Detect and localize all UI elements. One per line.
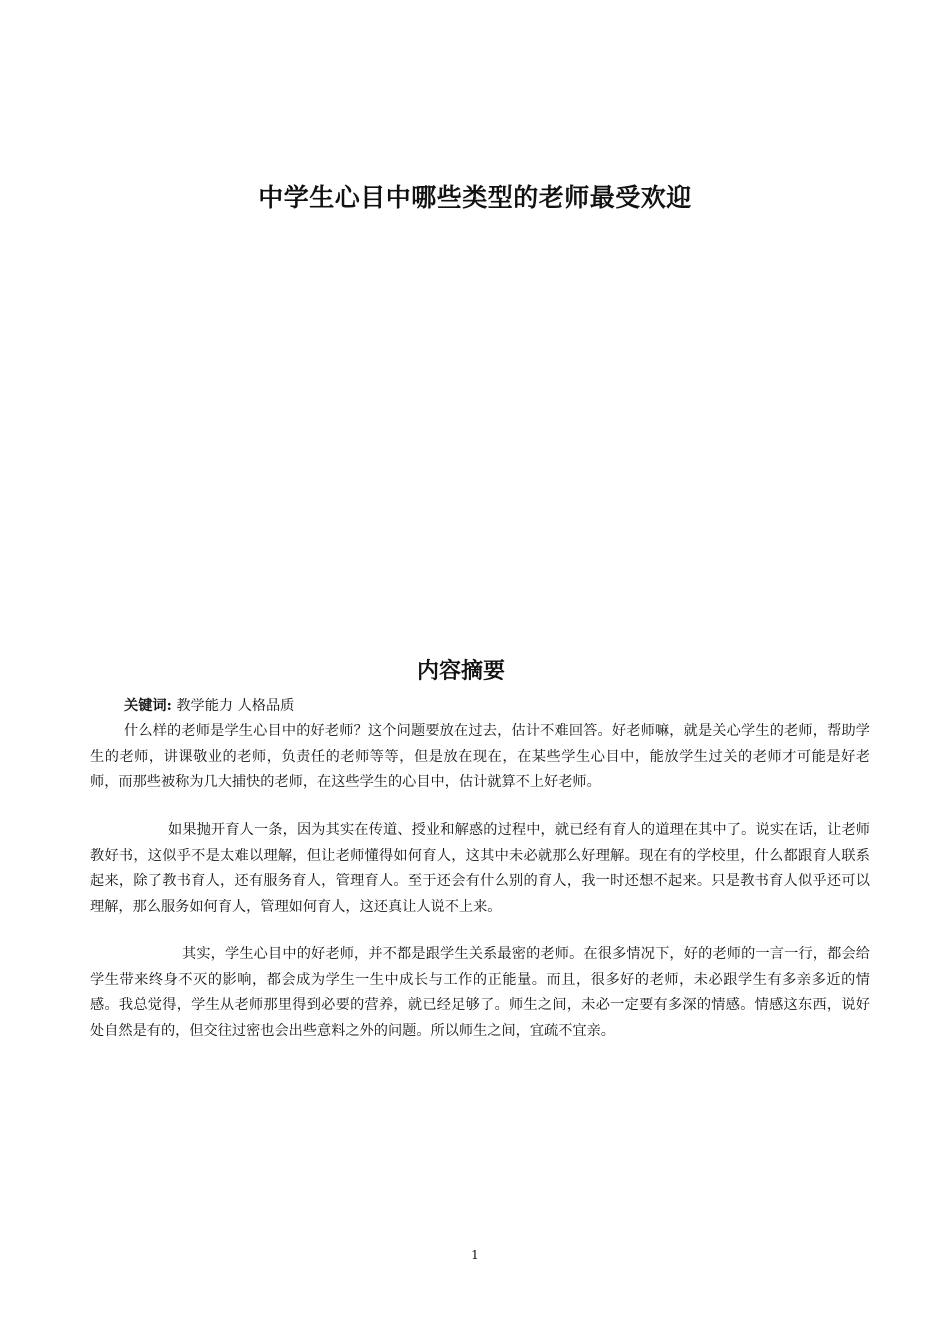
keywords-value: 教学能力 人格品质 — [171, 698, 295, 714]
keywords-line — [90, 694, 904, 720]
abstract-paragraph-2: 如果抛开育人一条，因为其实在传道、授业和解惑的过程中，就已经有育人的道理在其中了。说实在话，让老师教好书，这似乎不是太难以理解，但让老师懂得如何育人，这其中未必就那么好理解。现在有的学校里，什么都跟育人联系起来，除了教书育人，还有服务育人，管理育人。至于还会有什么别的育人，我一时还想不起来。只是教书育人似乎还可以理解，那么服务如何育人，管理如何育人，这还真让人说不上来。 — [90, 822, 870, 915]
keywords-label: 关键词: — [124, 698, 172, 714]
abstract-paragraph-1: 什么样的老师是学生心目中的好老师？这个问题要放在过去，估计不难回答。好老师嘛，就是关心学生的老师，帮助学生的老师，讲课敬业的老师，负责任的老师等等，但是放在现在，在某些学生心目中，能放学生过关的老师才可能是好老师，而那些被称为几大捕快的老师，在这些学生的心目中，估计就算不上好老师。 — [90, 723, 870, 790]
document-title: 中学生心目中哪些类型的老师最受欢迎 — [258, 183, 692, 212]
abstract-heading: 内容摘要 — [416, 659, 505, 684]
abstract-paragraph-3: 其实，学生心目中的好老师，并不都是跟学生关系最密的老师。在很多情况下，好的老师的一言一行，都会给学生带来终身不灭的影响，都会成为学生一生中成长与工作的正能量。而且，很多好的老师，未必跟学生有多亲多近的情感。我总觉得，学生从老师那里得到必要的营养，就已经足够了。师生之间，未必一定要有多深的情感。情感这东西，说好处自然是有的，但交往过密也会出些意料之外的问题。所以师生之间，宜疏不宜亲。 — [90, 946, 870, 1039]
page-number: 1 — [471, 1248, 479, 1262]
